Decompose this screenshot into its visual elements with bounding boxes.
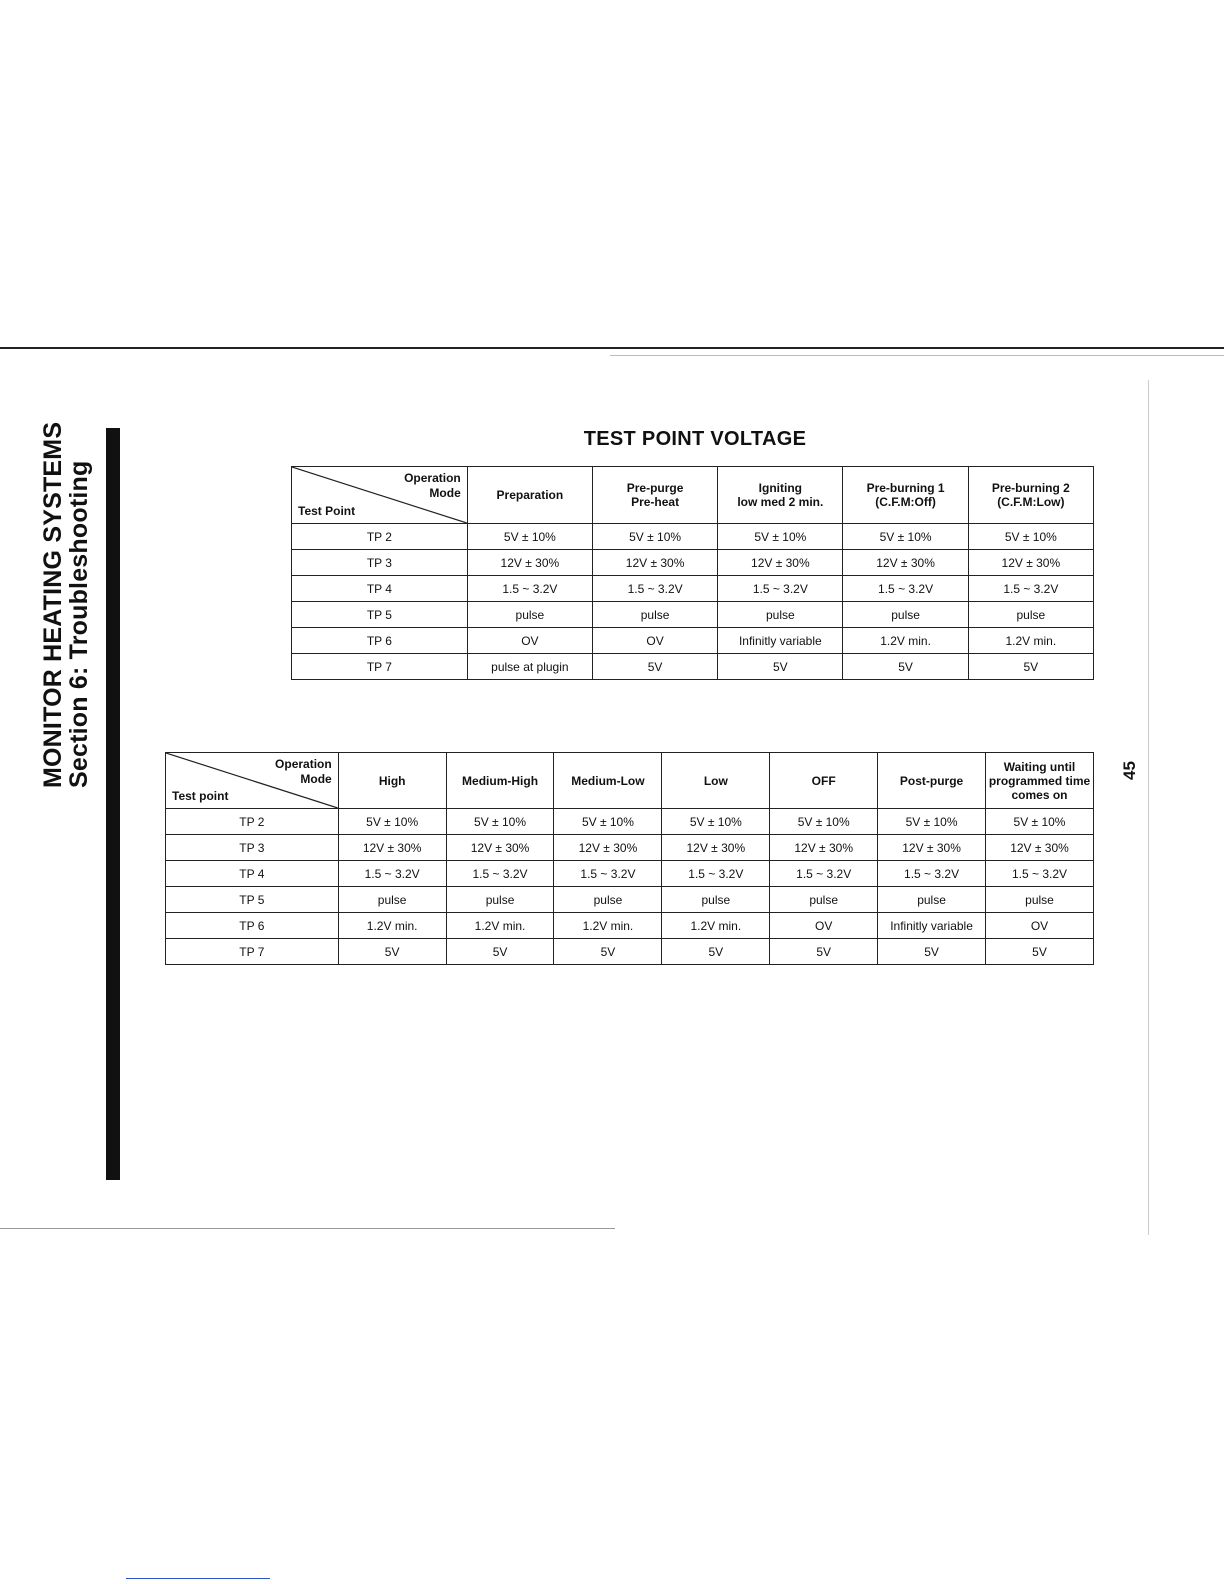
column-header-line: Igniting [758, 481, 802, 495]
side-bar [106, 428, 120, 1180]
table-cell: 1.5 ~ 3.2V [592, 576, 717, 602]
column-header [986, 753, 1094, 809]
column-header [446, 753, 554, 809]
table-cell: pulse [878, 887, 986, 913]
table-cell: 12V ± 30% [718, 550, 843, 576]
section-title: Section 6: Troubleshooting [65, 460, 93, 788]
table-cell: 5V [843, 654, 968, 680]
row-label: TP 4 [292, 576, 468, 602]
column-header [467, 467, 592, 524]
row-label: TP 7 [292, 654, 468, 680]
table-cell: pulse [592, 602, 717, 628]
table-cell: 1.5 ~ 3.2V [338, 861, 446, 887]
mode-label: Mode [429, 486, 461, 500]
table-cell: 5V ± 10% [467, 524, 592, 550]
row-label: TP 5 [292, 602, 468, 628]
table-cell: 1.5 ~ 3.2V [718, 576, 843, 602]
table-cell: pulse [718, 602, 843, 628]
table-cell: 5V [968, 654, 1093, 680]
table-cell: 12V ± 30% [467, 550, 592, 576]
table-cell: pulse [446, 887, 554, 913]
table-cell: 12V ± 30% [843, 550, 968, 576]
table-cell: pulse [770, 887, 878, 913]
column-header-line: Pre-heat [631, 495, 680, 509]
table-cell: pulse at plugin [467, 654, 592, 680]
column-header-line: High [378, 773, 406, 788]
column-header-line: Post-purge [899, 773, 964, 788]
bottom-rule [0, 1228, 615, 1229]
table-cell: pulse [843, 602, 968, 628]
table-cell: 12V ± 30% [770, 835, 878, 861]
column-header-line: Waiting until [1003, 759, 1076, 774]
column-header-line: Pre-burning 1 [866, 481, 945, 495]
table-cell: pulse [554, 887, 662, 913]
column-header-line: Pre-burning 2 [991, 481, 1070, 495]
column-header [878, 753, 986, 809]
column-header-line: low med 2 min. [737, 495, 824, 509]
table-row [166, 939, 1094, 965]
column-header [968, 467, 1093, 524]
column-header [770, 753, 878, 809]
table-cell: 1.5 ~ 3.2V [554, 861, 662, 887]
column-header-line: Pre-purge [626, 481, 684, 495]
table-cell: 1.5 ~ 3.2V [968, 576, 1093, 602]
table-cell: 1.5 ~ 3.2V [446, 861, 554, 887]
table-cell: 5V ± 10% [446, 809, 554, 835]
row-label: TP 6 [292, 628, 468, 654]
top-rule-faint [610, 355, 1224, 356]
table-cell: 5V [770, 939, 878, 965]
table-cell: 5V ± 10% [843, 524, 968, 550]
mode-label: Mode [300, 772, 332, 786]
table-row [166, 835, 1094, 861]
column-header [662, 753, 770, 809]
table-cell: 5V ± 10% [986, 809, 1094, 835]
test-point-table-1 [291, 466, 1094, 680]
test-point-label: Test Point [298, 504, 356, 518]
table-cell: 5V ± 10% [554, 809, 662, 835]
footer-underline [126, 1578, 270, 1579]
table-cell: 1.2V min. [446, 913, 554, 939]
table-cell: 5V [446, 939, 554, 965]
table-cell: 1.5 ~ 3.2V [467, 576, 592, 602]
table-cell: 12V ± 30% [662, 835, 770, 861]
table-cell: 5V [592, 654, 717, 680]
table-row [166, 913, 1094, 939]
table-row [292, 602, 1094, 628]
row-label: TP 3 [292, 550, 468, 576]
table-cell: 12V ± 30% [554, 835, 662, 861]
operation-label: Operation [275, 757, 332, 771]
table-cell: 1.2V min. [338, 913, 446, 939]
table-cell: OV [467, 628, 592, 654]
row-label: TP 2 [292, 524, 468, 550]
column-header [554, 753, 662, 809]
column-header-line: Medium-Low [571, 773, 645, 788]
row-label: TP 7 [166, 939, 339, 965]
table-row [292, 576, 1094, 602]
column-header-line: (C.F.M:Low) [997, 495, 1065, 509]
table-cell: 5V ± 10% [770, 809, 878, 835]
table-cell: 5V [878, 939, 986, 965]
table-cell: 12V ± 30% [986, 835, 1094, 861]
table-cell: 12V ± 30% [338, 835, 446, 861]
table-cell: pulse [986, 887, 1094, 913]
corner-cell [166, 753, 339, 809]
operation-mode-label [404, 471, 461, 501]
column-header [843, 467, 968, 524]
column-header [718, 467, 843, 524]
table-row [292, 628, 1094, 654]
column-header [338, 753, 446, 809]
table-cell: 5V [718, 654, 843, 680]
table-row [292, 550, 1094, 576]
column-header-line: comes on [1011, 787, 1068, 802]
column-header-line: Medium-High [462, 773, 539, 788]
table-cell: 12V ± 30% [592, 550, 717, 576]
table-cell: 1.5 ~ 3.2V [843, 576, 968, 602]
table-header-row [166, 753, 1094, 809]
row-label: TP 4 [166, 861, 339, 887]
table-row [292, 524, 1094, 550]
table-cell: 1.5 ~ 3.2V [878, 861, 986, 887]
manual-title: MONITOR HEATING SYSTEMS [39, 421, 67, 788]
table-cell: pulse [968, 602, 1093, 628]
table-row [166, 887, 1094, 913]
table-row [166, 861, 1094, 887]
table-cell: 12V ± 30% [446, 835, 554, 861]
section-header [39, 421, 93, 788]
table-row [292, 654, 1094, 680]
table-cell: OV [986, 913, 1094, 939]
table-cell: 12V ± 30% [968, 550, 1093, 576]
row-label: TP 6 [166, 913, 339, 939]
operation-mode-label [275, 757, 332, 787]
table-cell: 1.2V min. [968, 628, 1093, 654]
table-cell: 5V [554, 939, 662, 965]
column-header-line: programmed time [988, 773, 1091, 788]
column-header-line: Preparation [496, 488, 564, 502]
test-point-table-2 [165, 752, 1094, 965]
table-cell: 5V ± 10% [338, 809, 446, 835]
table-cell: pulse [338, 887, 446, 913]
row-label: TP 3 [166, 835, 339, 861]
table-cell: Infinitly variable [718, 628, 843, 654]
column-header-line: (C.F.M:Off) [875, 495, 936, 509]
table-cell: 5V ± 10% [718, 524, 843, 550]
column-header-line: Low [703, 773, 728, 788]
table-cell: OV [770, 913, 878, 939]
table-cell: 5V [338, 939, 446, 965]
operation-label: Operation [404, 471, 461, 485]
page-title: TEST POINT VOLTAGE [583, 428, 807, 450]
top-rule [0, 347, 1224, 349]
column-header-line: OFF [811, 773, 836, 788]
table-cell: 5V ± 10% [878, 809, 986, 835]
table-cell: Infinitly variable [878, 913, 986, 939]
table-cell: 1.5 ~ 3.2V [770, 861, 878, 887]
table-cell: 5V ± 10% [662, 809, 770, 835]
table-cell: 5V [986, 939, 1094, 965]
table-cell: 12V ± 30% [878, 835, 986, 861]
table-cell: OV [592, 628, 717, 654]
table-cell: pulse [467, 602, 592, 628]
table-cell: 1.5 ~ 3.2V [986, 861, 1094, 887]
table-row [166, 809, 1094, 835]
page-number: 45 [1120, 761, 1139, 780]
table-cell: 5V [662, 939, 770, 965]
table-cell: 1.2V min. [662, 913, 770, 939]
table-cell: pulse [662, 887, 770, 913]
table-cell: 1.2V min. [843, 628, 968, 654]
row-label: TP 2 [166, 809, 339, 835]
test-point-label: Test point [172, 789, 229, 803]
table-cell: 5V ± 10% [968, 524, 1093, 550]
table-cell: 1.5 ~ 3.2V [662, 861, 770, 887]
table-cell: 1.2V min. [554, 913, 662, 939]
column-header [592, 467, 717, 524]
right-edge-line [1148, 380, 1149, 1235]
table-header-row [292, 467, 1094, 524]
row-label: TP 5 [166, 887, 339, 913]
corner-cell [292, 467, 468, 524]
table-cell: 5V ± 10% [592, 524, 717, 550]
